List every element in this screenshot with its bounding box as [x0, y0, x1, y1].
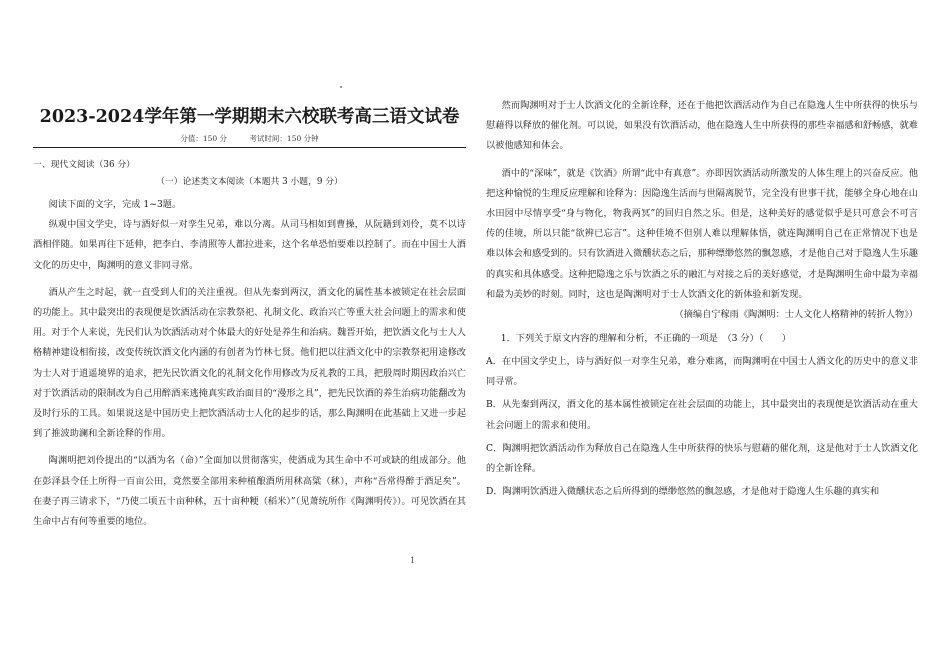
page-number: 1: [410, 556, 416, 565]
source-citation: （摘编自宁稼雨《陶渊明：士人文化人格精神的转折人物》）: [674, 309, 918, 321]
subsection-heading: （一）论述类文本阅读（本题共 3 小题，9 分）: [156, 177, 343, 187]
paragraph: 然而陶渊明对于士人饮酒文化的全新诠释，还在于他把饮酒活动作为自己在隐逸人生中所获得的快乐与慰藉得以释放的催化剂。可以说，如果没有饮酒活动，他在隐逸人生中所获得的那些幸福感和舒畅感，就难以被他感知和体会。: [486, 100, 918, 152]
page-title: 2023-2024学年第一学期期末六校联考高三语文试卷: [39, 107, 460, 127]
scan-dot: [340, 86, 342, 88]
score-label: 分值：150 分: [180, 134, 228, 143]
section-heading: 一、现代文阅读（36 分）: [33, 160, 135, 170]
paragraph: 酒从产生之时起，就一直受到人们的关注重视。但从先秦到两汉，酒文化的属性基本被锁定在社会层面的功能上。其中最突出的表现便是饮酒活动在宗教祭祀、礼制文化、政治兴亡等重大社会问题上的需求和使用。对于个人来说，先民们认为饮酒活动对个体最大的好处是养生和治病。魏晋开始，把饮酒文化与士人人格精神建设相衔接，改变传统饮酒文化内涵的有创者为竹林七贤。他们把以往酒文化中的宗教祭祀用途修改为士人对于逍遥境界的追求，把先民饮酒文化的礼制文化作用修改为反礼教的工具，把殷周时期因政治兴亡对于饮酒活动的限制改为自己用醉酒来逃掩真实政治面目的“漫形之具”，把先民饮酒的养生治病功能翻改为及时行乐的工具。如果说这是中国历史上把饮酒活动士人化的起步的话，那么陶渊明在此基础上又进一步起到了推波助澜和全新诠释的作用。: [33, 286, 466, 440]
instruction-text: 阅读下面的文字，完成 1~3题。: [48, 199, 182, 210]
question-1: 1．下列关于原文内容的理解和分析，不正确的一项是 （3 分）（ ）: [500, 333, 791, 345]
paragraph: 纵观中国文学史，诗与酒好似一对孪生兄弟，难以分离。从司马相如到曹操，从阮籍到刘伶，莫不以诗酒相伴随。如果再往下延伸，把李白、李清照等人都拉进来，这个名单恐怕要难以控制了。而在中国士人酒文化的历史中，陶渊明的意义非同寻常。: [33, 219, 466, 271]
title-rule: [33, 147, 466, 148]
right-column: [486, 96, 918, 502]
option-b: B．从先秦到两汉，酒文化的基本属性被锁定在社会层面的功能上，其中最突出的表现便是饮酒活动在重大社会问题上的需求和使用。: [486, 399, 918, 431]
option-a: A．在中国文学史上，诗与酒好似一对孪生兄弟，难分难离，而陶渊明在中国士人酒文化的历史中的意义非同寻常。: [486, 356, 918, 388]
spacer: [33, 276, 466, 283]
option-c: C．陶渊明把饮酒活动作为释放自己在隐逸人生中所获得的快乐与慰藉的催化剂，这是他对于士人饮酒文化的全新诠释。: [486, 442, 918, 475]
option-d: D．陶渊明饮酒进入微醺状态之后所得到的缥缈悠然的飘忽感，才是他对于隐逸人生乐趣的真实和: [486, 486, 880, 498]
paragraph: 陶渊明把刘伶提出的“以酒为名（命）”全面加以贯彻落实，使酒成为其生命中不可或缺的组成部分。他在彭泽县令任上所得一百亩公田，竟然要全部用来种植酿酒所用秫高粱（秫），声称“吾常得醉于酒足矣”。在妻子再三请求下，“乃使二顷五十亩种秫，五十亩种粳（稻米）”（见萧统所作《陶渊明传》）。可见饮酒在其生命中占有何等重要的地位。: [33, 455, 466, 528]
left-column: [33, 157, 466, 532]
spacer: [486, 157, 918, 164]
time-label: 考试时间：150 分钟: [249, 134, 319, 143]
paragraph: 酒中的“深味”，就是《饮酒》所谓“此中有真意”。亦即因饮酒活动所激发的人体生理上的兴奋反应。他把这种愉悦的生理反应理解和诠释为：因隐逸生活而与世隔离脱节，完全没有世事干扰，能够全身心地在山水田园中尽情享受“身与物化，物我两冥”的回归自然之乐。但是，这种美好的感觉似乎是只可意会不可言传的佳境，所以只能“欲辨已忘言”。这种佳境不但别人难以理解体悟，就连陶渊明自己在正常情况下也是难以体会和感受到的。只有饮酒进入微醺状态之后，那种缥缈悠然的飘忽感，才是他自己对于隐逸人生乐趣的真实和具体感受。这种把隐逸之乐与饮酒之乐的融汇与对接之后的美好感觉，才是陶渊明生命中最为幸福和最为美妙的时刻。同时，这也是陶渊明对于士人饮酒文化的新体验和新发现。: [486, 167, 918, 300]
exam-meta: [33, 133, 466, 144]
spacer: [33, 444, 466, 451]
